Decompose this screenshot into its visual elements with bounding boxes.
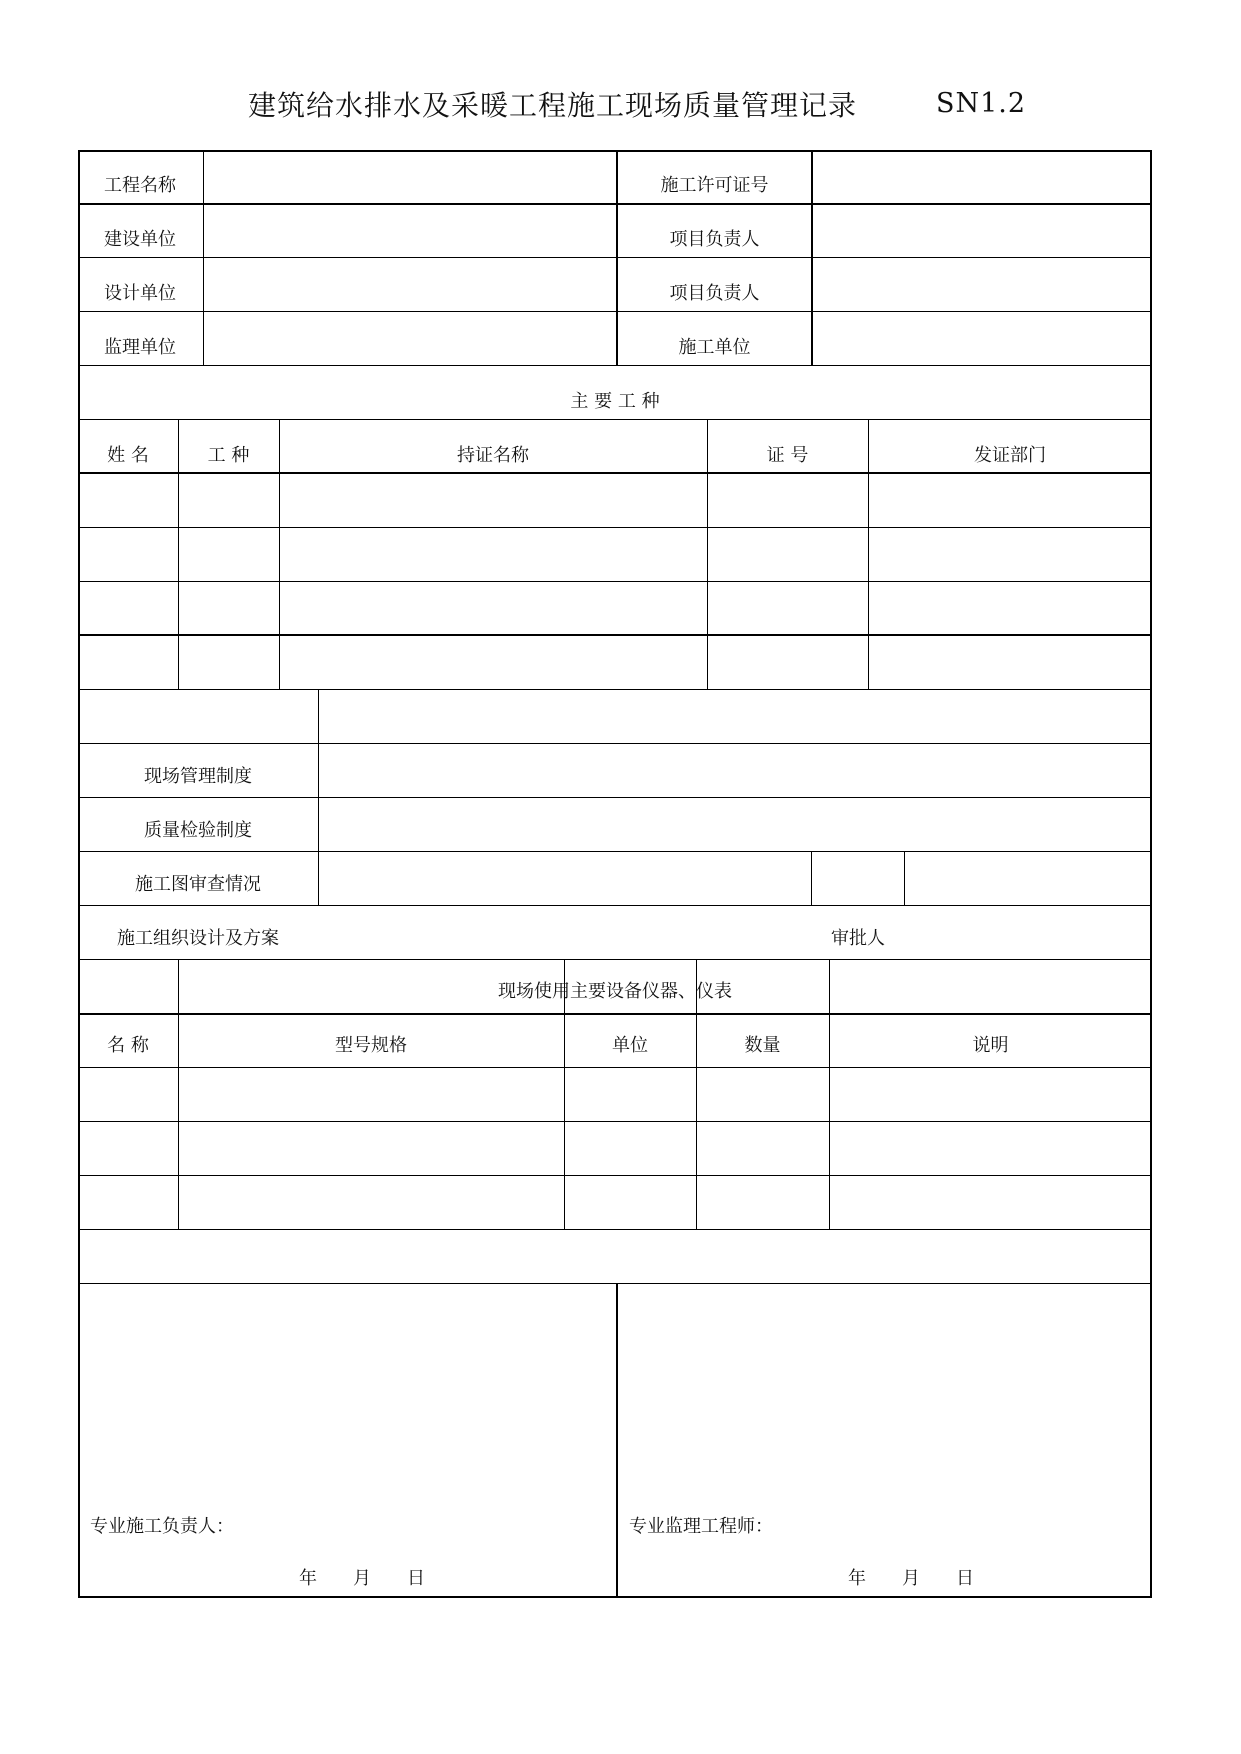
trade-col-issuer: 发证部门	[974, 445, 1046, 466]
permit-number-label: 施工许可证号	[660, 175, 769, 196]
engineer-signature-box[interactable]	[618, 1285, 1150, 1596]
project-manager-label: 项目负责人	[669, 229, 760, 250]
engineer-date-label: 年 月 日	[848, 1568, 974, 1589]
row-line	[78, 365, 1152, 366]
form-title: 建筑给水排水及采暖工程施工现场质量管理记录	[248, 89, 858, 122]
construction-plan-label: 施工组织设计及方案	[117, 928, 279, 949]
project-manager-label: 项目负责人	[669, 283, 760, 304]
engineer-signature-label: 专业监理工程师：	[629, 1516, 773, 1537]
equipment-col-notes: 说明	[972, 1035, 1009, 1056]
trade-col-certificate: 持证名称	[457, 445, 529, 466]
contractor-date-label: 年 月 日	[299, 1568, 425, 1589]
quality-inspection-field[interactable]	[319, 797, 1150, 851]
form-code: SN1.2	[936, 88, 1027, 119]
row-line	[78, 1121, 1152, 1122]
quality-record-form	[78, 150, 1152, 1598]
main-trades-title: 主 要 工 种	[570, 391, 660, 412]
drawing-review-label: 施工图审查情况	[135, 874, 261, 895]
row-line	[78, 1013, 1152, 1015]
row-line	[78, 1067, 1152, 1068]
contractor-signature-label: 专业施工负责人：	[90, 1516, 234, 1537]
row-line	[78, 634, 1152, 636]
approver-label: 审批人	[831, 928, 885, 949]
project-manager-field[interactable]	[813, 205, 1150, 257]
row-line	[78, 689, 1152, 690]
site-management-label: 现场管理制度	[144, 766, 252, 787]
row-line	[78, 472, 1152, 474]
designer-unit-field[interactable]	[204, 258, 616, 311]
equipment-col-unit: 单位	[612, 1035, 648, 1056]
project-manager-field[interactable]	[813, 258, 1150, 311]
supervisor-unit-label: 监理单位	[104, 337, 176, 358]
approver-field[interactable]	[905, 905, 1150, 959]
equipment-title: 现场使用主要设备仪器、仪表	[498, 981, 732, 1002]
construction-unit-field[interactable]	[813, 312, 1150, 365]
supervisor-unit-field[interactable]	[204, 312, 616, 365]
project-name-label: 工程名称	[104, 175, 176, 196]
equipment-col-name: 名 称	[107, 1035, 149, 1056]
builder-unit-label: 建设单位	[104, 229, 176, 250]
border-right	[1150, 150, 1152, 1598]
contractor-signature-box[interactable]	[80, 1285, 616, 1596]
drawing-review-field[interactable]	[319, 851, 1150, 905]
construction-unit-label: 施工单位	[678, 337, 751, 358]
row-line	[78, 1283, 1152, 1284]
designer-unit-label: 设计单位	[104, 283, 176, 304]
remarks-field[interactable]	[80, 1229, 1150, 1283]
project-name-field[interactable]	[204, 152, 616, 203]
quality-inspection-label: 质量检验制度	[144, 820, 252, 841]
row-line	[78, 581, 1152, 582]
trade-col-name: 姓 名	[107, 445, 149, 466]
row-line	[78, 419, 1152, 420]
construction-plan-field[interactable]	[319, 905, 811, 959]
permit-number-field[interactable]	[813, 152, 1150, 203]
site-management-field[interactable]	[319, 743, 1150, 797]
trade-col-cert-number: 证 号	[766, 445, 809, 466]
equipment-col-quantity: 数量	[744, 1035, 781, 1056]
equipment-col-model: 型号规格	[335, 1035, 407, 1056]
row-line	[78, 959, 1152, 960]
row-line	[78, 527, 1152, 528]
builder-unit-field[interactable]	[204, 205, 616, 257]
trade-col-trade: 工 种	[207, 445, 250, 466]
row-line	[78, 1175, 1152, 1176]
border-bottom	[78, 1596, 1152, 1598]
